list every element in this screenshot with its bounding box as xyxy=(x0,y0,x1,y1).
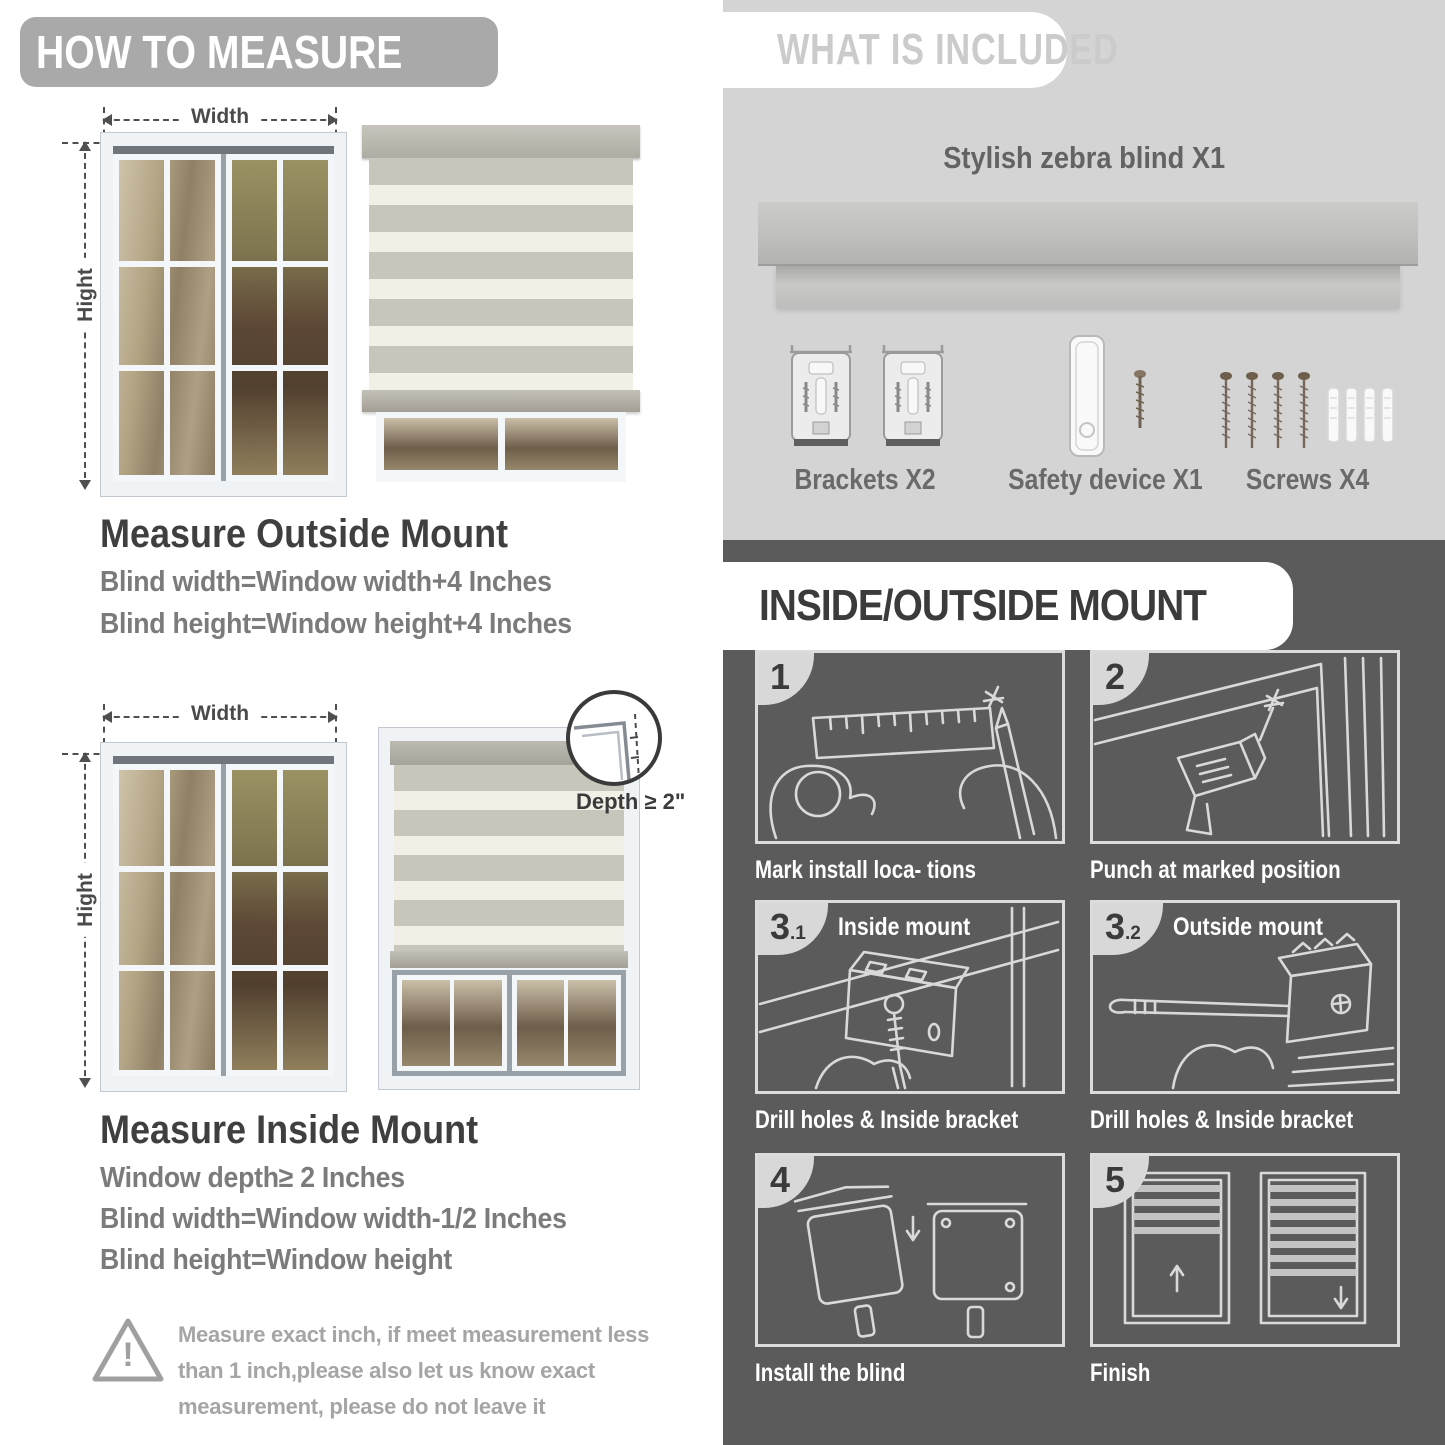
window-door-right xyxy=(226,764,334,1076)
warning-triangle-icon xyxy=(90,1314,166,1388)
step-3-2-caption: Drill holes & Inside bracket xyxy=(1090,1106,1354,1134)
step-5-caption: Finish xyxy=(1090,1359,1151,1387)
height-dimension-outside xyxy=(74,143,97,488)
step-1-caption: Mark install loca- tions xyxy=(755,856,977,884)
height-dimension-inside xyxy=(74,754,97,1086)
step-3-1-title: Inside mount xyxy=(838,913,971,941)
height-label: Hight xyxy=(74,863,98,937)
how-to-measure-header xyxy=(20,17,498,87)
inside-formula-depth: Window depth≥ 2 Inches xyxy=(100,1162,405,1194)
blind-fabric-stripes xyxy=(369,158,633,390)
step-3-2-panel xyxy=(1090,900,1400,1094)
window-door-left xyxy=(113,154,221,481)
window-sliver xyxy=(376,412,626,482)
safety-device-icon xyxy=(1048,332,1168,464)
frame-corner-detail-icon xyxy=(570,694,658,782)
arrow-down-icon xyxy=(79,1078,91,1088)
product-label: Stylish zebra blind X1 xyxy=(943,140,1225,175)
arrow-up-icon xyxy=(79,141,91,151)
blind-bottom-rail xyxy=(362,390,640,412)
screws-image xyxy=(1212,366,1402,465)
step-4-panel xyxy=(755,1153,1065,1347)
what-is-included-header xyxy=(723,12,1119,88)
window-photo-inside xyxy=(100,742,347,1092)
step-4 xyxy=(755,1153,1065,1388)
warning-line: measurement, please do not leave it xyxy=(178,1394,546,1419)
step-number-badge: 1 xyxy=(758,653,814,705)
window-door-right xyxy=(226,154,334,481)
depth-label: Depth ≥ 2" xyxy=(576,789,686,814)
step-3-2-title: Outside mount xyxy=(1173,913,1323,941)
step-3-1 xyxy=(755,900,1065,1135)
depth-detail-circle xyxy=(566,690,662,786)
window-lower-panes xyxy=(392,970,626,1076)
window-photo-outside xyxy=(100,132,347,497)
inside-formula-height: Blind height=Window height xyxy=(100,1244,452,1276)
window-top-shade xyxy=(113,146,334,154)
step-3-1-panel xyxy=(755,900,1065,1094)
step-3-1-caption: Drill holes & Inside bracket xyxy=(755,1106,1019,1134)
step-2-panel xyxy=(1090,650,1400,844)
width-label: Width xyxy=(181,105,259,129)
step-2 xyxy=(1090,650,1400,885)
width-dimension-outside xyxy=(104,105,336,128)
dimension-tick xyxy=(103,704,105,744)
blind-bottom-rail xyxy=(390,951,628,968)
headrail-product-image xyxy=(758,202,1418,266)
safety-device-image xyxy=(1048,332,1168,469)
step-number-badge: 2 xyxy=(1093,653,1149,705)
inside-outside-mount-header xyxy=(723,562,1293,650)
arrow-up-icon xyxy=(79,752,91,762)
height-label: Hight xyxy=(74,258,98,332)
bracket-icon xyxy=(782,342,952,458)
outside-formula-height: Blind height=Window height+4 Inches xyxy=(100,608,572,640)
warning-text xyxy=(178,1317,668,1425)
step-number-badge: 3.1 xyxy=(758,903,828,955)
blind-headrail xyxy=(362,125,640,158)
warning-line: Measure exact inch, if meet measurement less xyxy=(178,1322,650,1347)
measure-outside-title: Measure Outside Mount xyxy=(100,512,509,556)
step-number-badge: 5 xyxy=(1093,1156,1149,1208)
warning-line: than 1 inch,please also let us know exact xyxy=(178,1358,595,1383)
step-1-panel xyxy=(755,650,1065,844)
outside-formula-width: Blind width=Window width+4 Inches xyxy=(100,566,552,598)
step-2-caption: Punch at marked position xyxy=(1090,856,1341,884)
step-5-panel xyxy=(1090,1153,1400,1347)
zebra-blind-outside-photo xyxy=(362,125,640,482)
width-dimension-inside xyxy=(104,702,336,725)
dimension-tick xyxy=(335,704,337,744)
step-5 xyxy=(1090,1153,1400,1388)
how-to-measure-title: HOW TO MEASURE xyxy=(36,26,403,78)
step-number-badge: 4 xyxy=(758,1156,814,1208)
step-1 xyxy=(755,650,1065,885)
screws-icon xyxy=(1212,366,1402,460)
window-glass-area xyxy=(113,756,334,1076)
exclamation-glyph: ! xyxy=(122,1336,134,1374)
step-4-caption: Install the blind xyxy=(755,1359,906,1387)
width-label: Width xyxy=(181,702,259,726)
what-is-included-title: WHAT IS INCLUDED xyxy=(777,25,1119,74)
safety-device-label: Safety device X1 xyxy=(1007,464,1203,496)
brackets-label: Brackets X2 xyxy=(794,464,936,496)
step-3-2 xyxy=(1090,900,1400,1135)
inside-outside-mount-title: INSIDE/OUTSIDE MOUNT xyxy=(759,581,1207,630)
window-top-shade xyxy=(113,756,334,764)
step-number-badge: 3.2 xyxy=(1093,903,1163,955)
window-glass-area xyxy=(113,146,334,481)
window-door-left xyxy=(113,764,221,1076)
headrail-valance-image xyxy=(776,266,1400,308)
screws-label: Screws X4 xyxy=(1246,464,1370,496)
arrow-down-icon xyxy=(79,480,91,490)
measure-inside-title: Measure Inside Mount xyxy=(100,1108,479,1152)
inside-formula-width: Blind width=Window width-1/2 Inches xyxy=(100,1203,567,1235)
brackets-image xyxy=(782,342,952,463)
